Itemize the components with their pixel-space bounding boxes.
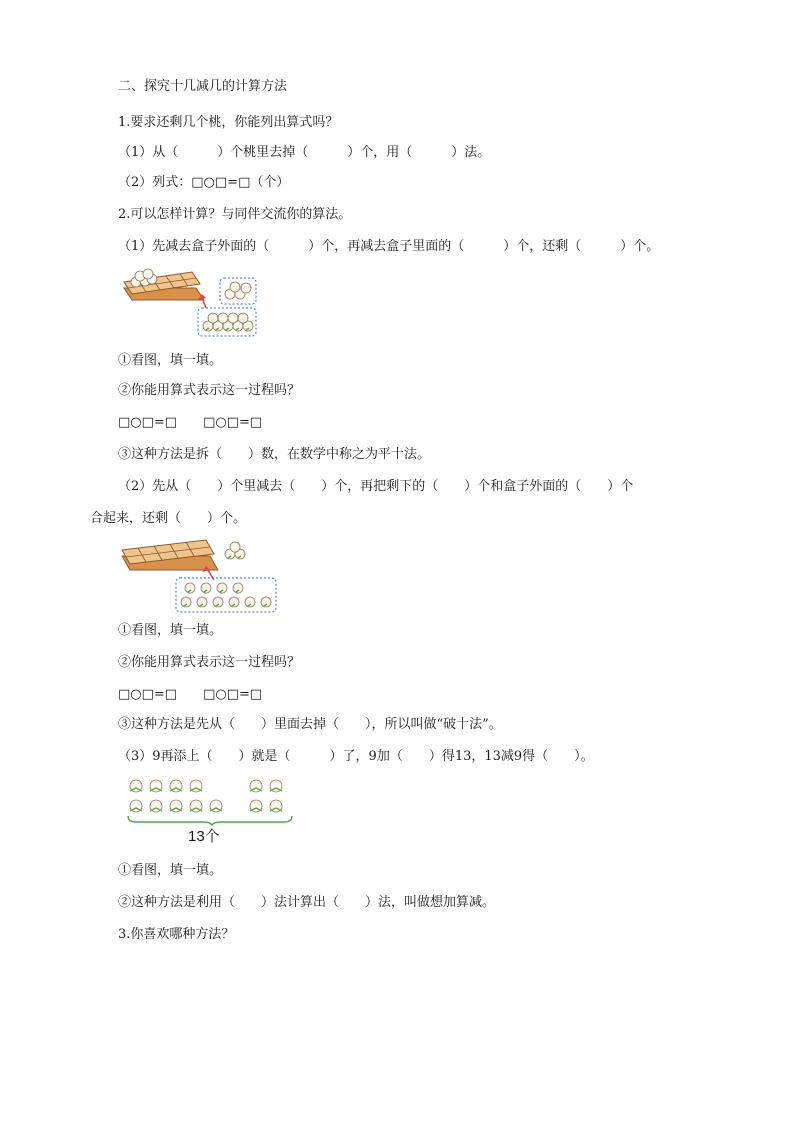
q2-part2-text-line2: 合起来，还剩（ ）个。 bbox=[90, 511, 247, 526]
q1-title: 1.要求还剩几个桃，你能列出算式吗？ bbox=[118, 115, 339, 130]
q2-part3-text: （3）9再添上（ ）就是（ ）了，9加（ ）得13，13减9得（ ）。 bbox=[118, 749, 594, 764]
brace-label: 13个 bbox=[188, 828, 220, 845]
q2-part2-step2: ②你能用算式表示这一过程吗？ bbox=[118, 655, 301, 670]
brace bbox=[128, 816, 292, 825]
q2-part2-step1: ①看图，填一填。 bbox=[118, 623, 223, 638]
q2-part1-step1: ①看图，填一填。 bbox=[118, 353, 223, 368]
q2-part2-text-line1: （2）先从（ ）个里减去（ ）个，再把剩下的（ ）个和盒子外面的（ ）个 bbox=[118, 479, 634, 494]
q2-part2-formula: □○□=□ □○□=□ bbox=[118, 687, 263, 702]
q2-part1-text: （1）先减去盒子外面的（ ）个，再减去盒子里面的（ ）个，还剩（ ）个。 bbox=[118, 239, 660, 254]
figure-peaches-brace bbox=[126, 776, 306, 826]
q2-part1-formula: □○□=□ □○□=□ bbox=[118, 415, 263, 430]
q2-part2-step3: ③这种方法是先从（ ）里面去掉（ ），所以叫做“破十法”。 bbox=[118, 717, 502, 732]
q2-part1-step3: ③这种方法是拆（ ）数，在数学中称之为平十法。 bbox=[118, 447, 431, 462]
peaches-group-four bbox=[250, 780, 282, 812]
figure-box-peaches-1 bbox=[118, 268, 268, 340]
q3-title: 3.你喜欢哪种方法？ bbox=[118, 927, 235, 942]
peaches-group-nine bbox=[130, 780, 222, 812]
figure-box-peaches-2 bbox=[118, 536, 288, 616]
q2-part1-step2: ②你能用算式表示这一过程吗？ bbox=[118, 383, 301, 398]
q2-title: 2.可以怎样计算？与同伴交流你的算法。 bbox=[118, 207, 352, 222]
q1-sub2: （2）列式：□○□=□（个） bbox=[118, 175, 290, 190]
q2-part3-step2: ②这种方法是利用（ ）法计算出（ ）法，叫做想加算减。 bbox=[118, 895, 496, 910]
section-title: 二、探究十几减几的计算方法 bbox=[118, 79, 288, 94]
q2-part3-step1: ①看图，填一填。 bbox=[118, 863, 223, 878]
q1-sub1: （1）从（ ）个桃里去掉（ ）个，用（ ）法。 bbox=[118, 145, 491, 160]
